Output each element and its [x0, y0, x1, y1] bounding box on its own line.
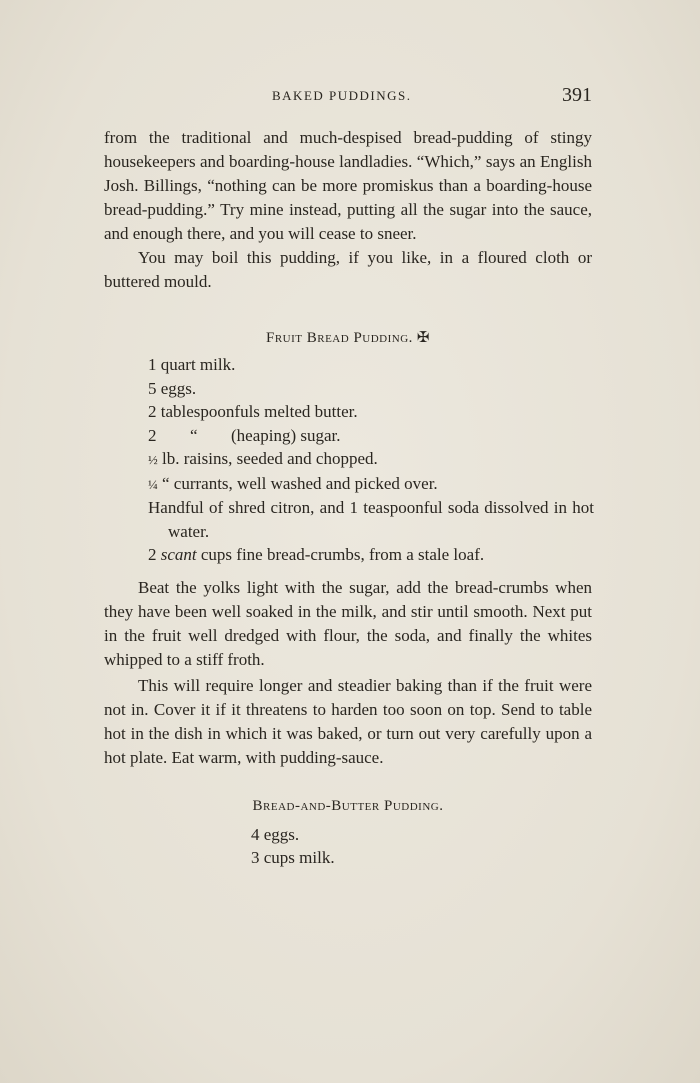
- ingredient-item: [148, 447, 594, 472]
- ingredient-fraction: ½: [148, 452, 158, 467]
- directions-paragraph: This will require longer and steadier baking than if the fruit were not in. Cover it if it threatens to harden too soon on top. Send to table hot in the dish in which it was baked, or turn out very carefully upon a hot plate. Eat warm, with pudding-sauce.: [104, 675, 592, 767]
- ingredient-item: 4 eggs.: [251, 824, 300, 844]
- ingredient-qty: 2: [148, 545, 157, 564]
- ingredient-fraction: ¼: [148, 476, 158, 492]
- ingredient-item: 2 tablespoonfuls melted butter.: [148, 402, 358, 421]
- ingredient-qty: 2: [148, 425, 157, 445]
- ingredient-item: [148, 472, 594, 497]
- ingredient-item: 1 quart milk.: [148, 355, 236, 374]
- page-header: [104, 84, 592, 108]
- ingredient-item: [148, 424, 594, 448]
- directions-paragraph: Beat the yolks light with the sugar, add the bread-crumbs when they have been well soaked in the milk, and stir until smooth. Next put in the fruit well dredged with flour, the soda, and finally the whites whipped to a stiff froth.: [104, 577, 592, 669]
- ingredient-text: currants, well washed and picked over.: [173, 473, 438, 493]
- intro-paragraph-2: You may boil this pudding, if you like, in a floured cloth or buttered mould.: [104, 248, 592, 291]
- page-number: 391: [562, 84, 592, 106]
- ingredient-text: cups fine bread-crumbs, from a stale loaf.: [200, 545, 485, 564]
- ditto-mark: “: [189, 425, 198, 445]
- maltese-cross-icon: ✠: [416, 330, 430, 346]
- ingredient-item: 5 eggs.: [148, 378, 197, 398]
- recipe-title-text: Fruit Bread Pudding.: [265, 330, 413, 346]
- running-title: BAKED PUDDINGS.: [272, 88, 412, 103]
- recipe-title-bread-and-butter-pudding: Bread-and-Butter Pudding.: [252, 797, 444, 814]
- fruit-pudding-directions: [104, 576, 592, 770]
- bread-butter-ingredients: [251, 823, 592, 870]
- ingredient-item: Handful of shred citron, and 1 teaspoonful soda dissolved in hot water.: [148, 498, 594, 541]
- ingredient-item: 3 cups milk.: [251, 848, 335, 867]
- ingredient-text: lb. raisins, seeded and chopped.: [162, 449, 378, 468]
- ditto-mark: “: [162, 473, 170, 493]
- ingredient-text: (heaping) sugar.: [231, 425, 341, 445]
- intro-paragraph-1: from the traditional and much-despised bread-pudding of stingy housekeepers and boarding-house landladies. “Which,” says an English Josh. Billings, “nothing can be more promiskus than a boarding-house bread-pudding.” Try mine instead, putting all the sugar into the sauce, and enough there, and you will cease to sneer.: [104, 128, 592, 243]
- recipe-title-fruit-bread-pudding: [104, 328, 592, 347]
- page-body: [104, 126, 592, 870]
- ingredient-emphasis: scant: [160, 545, 197, 564]
- fruit-pudding-ingredients: [148, 353, 594, 567]
- ingredient-item: [148, 543, 594, 567]
